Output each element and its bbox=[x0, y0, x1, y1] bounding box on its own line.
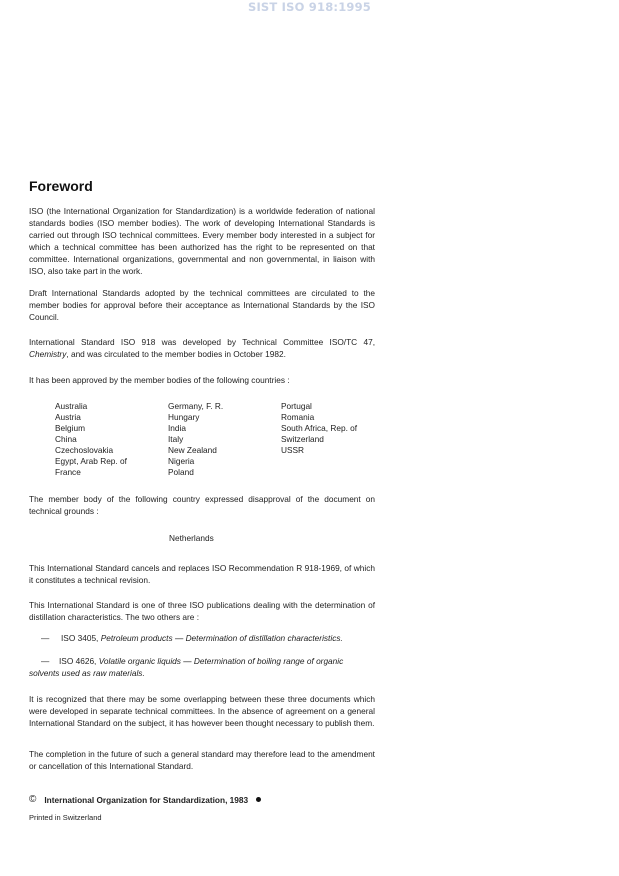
country-item: China bbox=[55, 434, 77, 444]
country-item: Australia bbox=[55, 401, 88, 411]
countries-column-3 bbox=[281, 401, 385, 478]
country-item: USSR bbox=[281, 445, 305, 455]
list-item-iso-3405 bbox=[29, 633, 375, 645]
country-item: France bbox=[55, 467, 81, 477]
standard-subtitle: Determination of distillation characteristics. bbox=[185, 633, 343, 643]
development-text-end: , and was circulated to the member bodies in October 1982. bbox=[66, 348, 286, 359]
standard-separator: — bbox=[172, 633, 186, 643]
paragraph-completion: The completion in the future of such a general standard may therefore lead to the amendment or cancellation of this International Standard. bbox=[29, 749, 375, 771]
standard-title: Petroleum products bbox=[100, 633, 173, 643]
country-item: Czechoslovakia bbox=[55, 445, 114, 455]
country-item: India bbox=[168, 423, 186, 433]
country-item: Portugal bbox=[281, 401, 312, 411]
country-item: Hungary bbox=[168, 412, 200, 422]
printed-location: Printed in Switzerland bbox=[29, 813, 102, 822]
standard-code: ISO 4626, bbox=[59, 656, 97, 666]
bullet-icon bbox=[256, 797, 261, 802]
country-item: Switzerland bbox=[281, 434, 324, 444]
standard-code: ISO 3405, bbox=[61, 633, 99, 643]
country-item: Nigeria bbox=[168, 456, 195, 466]
country-item: South Africa, Rep. of bbox=[281, 423, 358, 433]
disapproving-country: Netherlands bbox=[169, 533, 214, 543]
committee-name: Chemistry bbox=[29, 348, 67, 359]
copyright-line bbox=[29, 794, 261, 805]
country-item: Belgium bbox=[55, 423, 85, 433]
paragraph-development bbox=[29, 337, 375, 361]
paragraph-approval: It has been approved by the member bodies of the following countries : bbox=[29, 375, 290, 385]
countries-column-2 bbox=[168, 401, 281, 478]
paragraph-related-publications: This International Standard is one of three ISO publications dealing with the determination of distillation characteristics. The two others are : bbox=[29, 600, 375, 622]
country-item: New Zealand bbox=[168, 445, 217, 455]
countries-column-1 bbox=[55, 401, 168, 478]
watermark-text: SIST ISO 918:1995 bbox=[247, 0, 372, 14]
country-item: Italy bbox=[168, 434, 184, 444]
page-title: Foreword bbox=[29, 178, 93, 194]
list-item-body bbox=[29, 656, 375, 680]
country-item: Poland bbox=[168, 467, 194, 477]
country-item: Germany, F. R. bbox=[168, 401, 224, 411]
approving-countries-list bbox=[55, 401, 385, 478]
paragraph-draft-standards: Draft International Standards adopted by the technical committees are circulated to the member bodies for approval before their acceptance as International Standards by the ISO Council. bbox=[29, 288, 375, 322]
list-dash: — bbox=[41, 656, 50, 666]
country-item: Egypt, Arab Rep. of bbox=[55, 456, 127, 466]
paragraph-disapproval: The member body of the following country expressed disapproval of the document on technical grounds : bbox=[29, 494, 375, 516]
paragraph-overlap: It is recognized that there may be some overlapping between these three documents which were developed in separate technical committees. In the absence of agreement on a general International Standard on the subject, it has however been thought necessary to publish them. bbox=[29, 694, 375, 728]
copyright-text: International Organization for Standardization, 1983 bbox=[44, 794, 249, 805]
country-item: Austria bbox=[55, 412, 81, 422]
list-dash: — bbox=[41, 633, 50, 643]
development-text: International Standard ISO 918 was developed by Technical Committee ISO/TC 47, bbox=[29, 337, 375, 347]
country-item: Romania bbox=[281, 412, 315, 422]
standard-title: Volatile organic liquids — Determination of boiling range of organic solvents used as raw materials. bbox=[29, 656, 344, 678]
list-item-iso-4626 bbox=[29, 656, 375, 680]
copyright-icon: © bbox=[29, 794, 37, 805]
paragraph-replacement: This International Standard cancels and replaces ISO Recommendation R 918-1969, of which it constitutes a technical revision. bbox=[29, 563, 375, 585]
list-item-body bbox=[61, 633, 375, 645]
paragraph-iso-intro: ISO (the International Organization for Standardization) is a worldwide federation of national standards bodies (ISO member bodies). The work of developing International Standards is carried out through ISO technical committees. Every member body interested in a subject for which a technical committee has been authorized has the right to be represented on that committee. International organizations, governmental and non governmental, in liaison with ISO, also take part in the work. bbox=[29, 206, 375, 276]
